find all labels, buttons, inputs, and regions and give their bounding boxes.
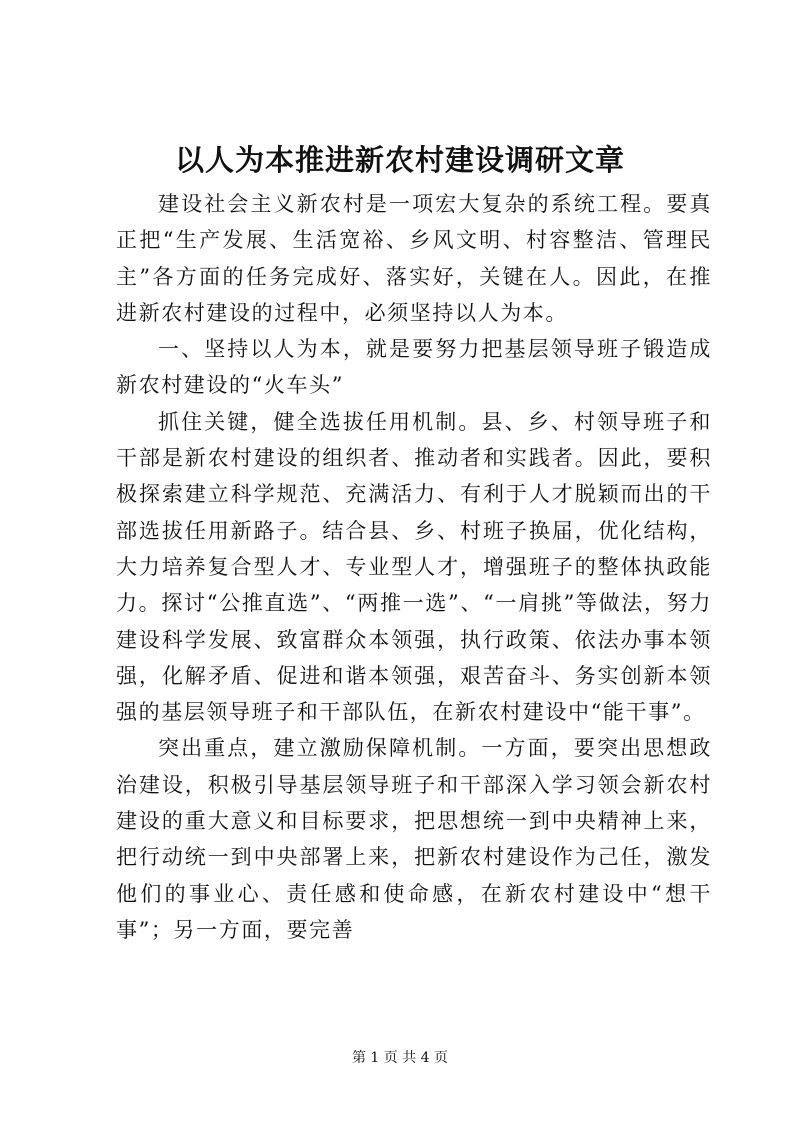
document-title: 以人为本推进新农村建设调研文章 (174, 143, 625, 177)
page-footer: 第 1 页 共 4 页 (351, 1050, 449, 1066)
paragraph-incentive-mechanism: 突出重点，建立激励保障机制。一方面，要突出思想政治建设，积极引导基层领导班子和干部深入学习领会新农村建设的重大意义和目标要求，把思想统一到中央精神上来，把行动统一到中央部署上来，把新农村建设作为己任，激发他们的事业心、责任感和使命感，在新农村建设中“想干事”；另一方面，要完善 (116, 736, 712, 942)
paragraph-section-heading: 一、坚持以人为本，就是要努力把基层领导班子锻造成新农村建设的“火车头” (116, 337, 712, 398)
paragraph-intro: 建设社会主义新农村是一项宏大复杂的系统工程。要真正把“生产发展、生活宽裕、乡风文明、村容整洁、管理民主”各方面的任务完成好、落实好，关键在人。因此，在推进新农村建设的过程中，必须坚持以人为本。 (116, 192, 712, 325)
document-body (116, 186, 712, 948)
paragraph-selection-mechanism: 抓住关键，健全选拔任用机制。县、乡、村领导班子和干部是新农村建设的组织者、推动者和实践者。因此，要积极探索建立科学规范、充满活力、有利于人才脱颖而出的干部选拔任用新路子。结合县、乡、村班子换届，优化结构，大力培养复合型人才、专业型人才，增强班子的整体执政能力。探讨“公推直选”、“两推一选”、“一肩挑”等做法，努力建设科学发展、致富群众本领强，执行政策、依法办事本领强，化解矛盾、促进和谐本领强，艰苦奋斗、务实创新本领强的基层领导班子和干部队伍，在新农村建设中“能干事”。 (116, 409, 712, 725)
